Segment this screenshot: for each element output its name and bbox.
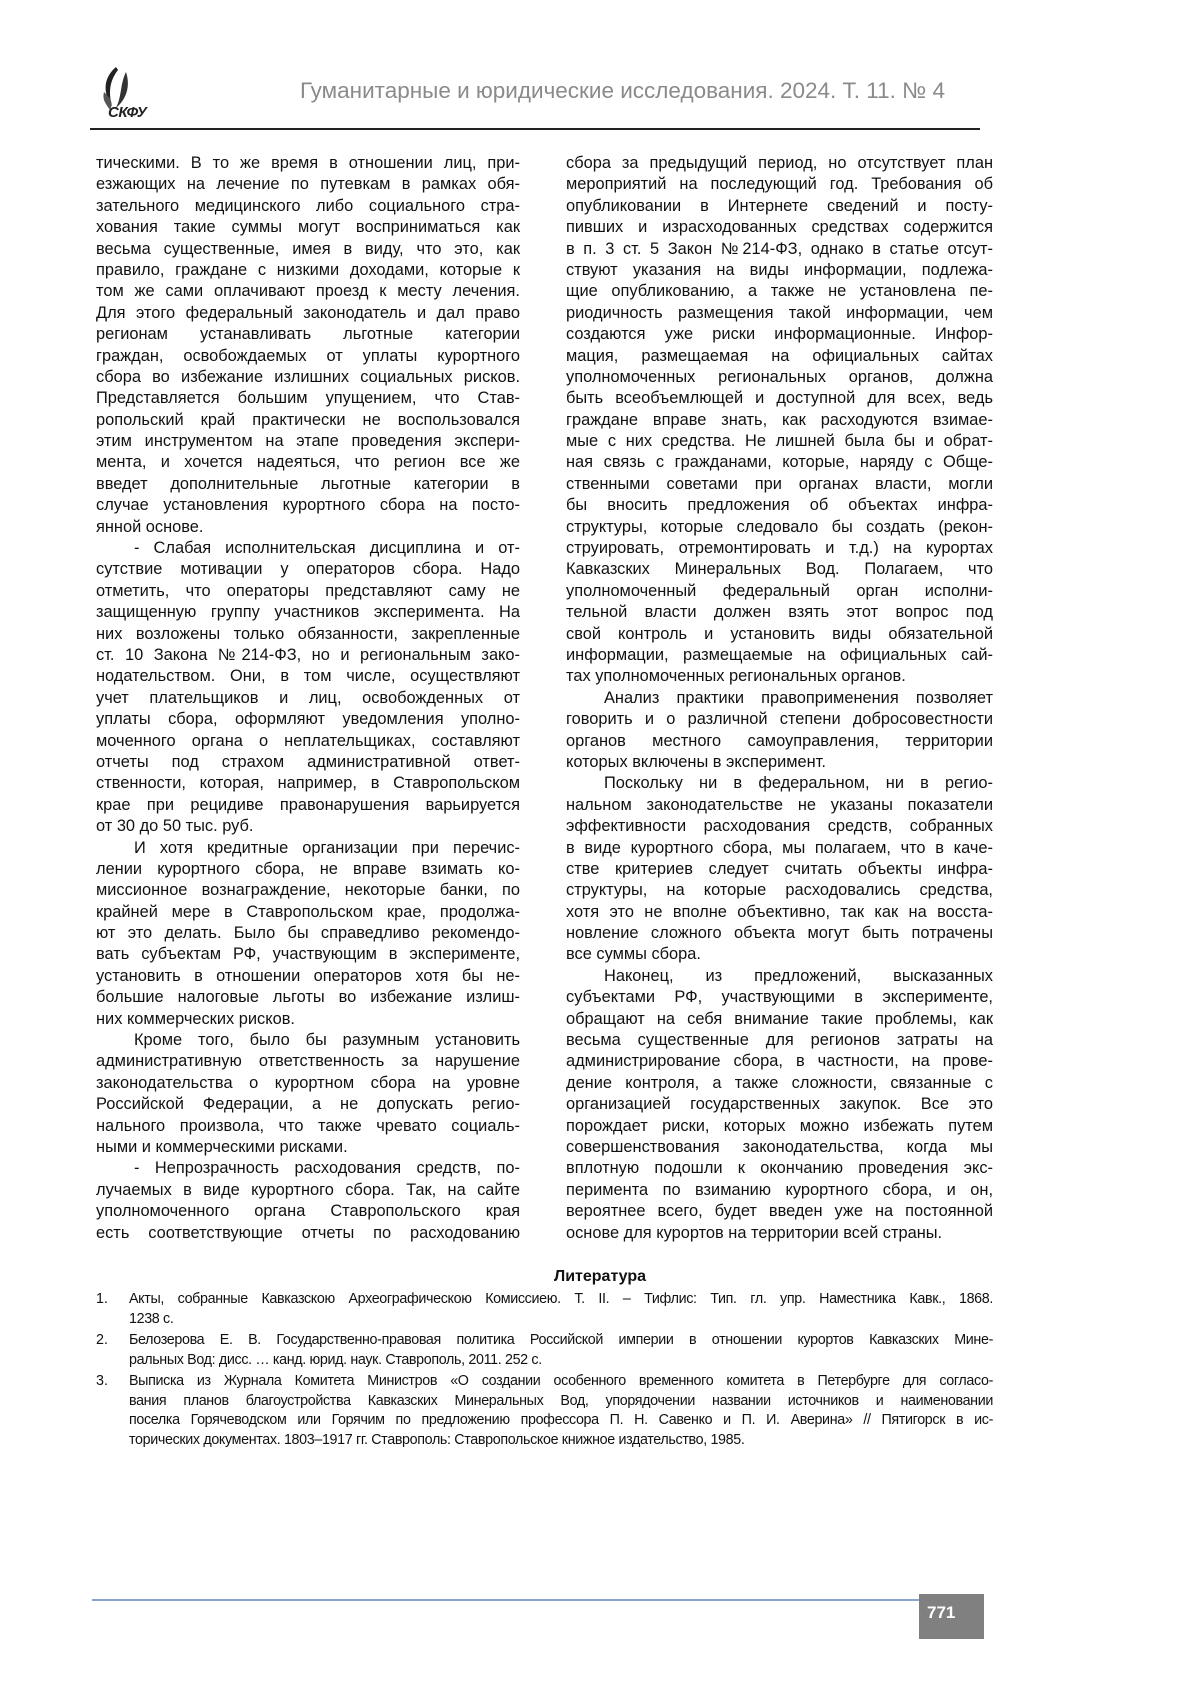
text-line: Кроме того, было бы разумным установить xyxy=(96,1030,520,1051)
text-line: тическими. В то же время в отношении лиц, при- xyxy=(96,153,520,174)
text-line: весьма существенные для регионов затраты на xyxy=(566,1030,993,1051)
text-line: мые с них средства. Не лишней была бы и обрат- xyxy=(566,431,993,452)
paragraph xyxy=(96,1030,520,1158)
reference-line: ральных Вод: дисс. … канд. юрид. наук. Ставрополь, 2011. 252 с. xyxy=(129,1351,993,1371)
text-line: говорить и о различной степени добросовестности xyxy=(566,709,993,730)
text-line: ственности, которая, например, в Ставропольском xyxy=(96,773,520,794)
text-line: дение контроля, а также сложности, связанные с xyxy=(566,1073,993,1094)
text-line: опубликовании в Интернете сведений и посту- xyxy=(566,196,993,217)
text-line: административную ответственность за нарушение xyxy=(96,1051,520,1072)
text-line: Кавказских Минеральных Вод. Полагаем, что xyxy=(566,559,993,580)
text-line: ют это делать. Было бы справедливо рекомендо- xyxy=(96,923,520,944)
paragraph xyxy=(96,153,520,538)
text-line: уплаты сбора, оформляют уведомления уполно- xyxy=(96,709,520,730)
text-line: структуры, на которые расходовались средства, xyxy=(566,880,993,901)
text-line: порождает риски, которых можно избежать путем xyxy=(566,1116,993,1137)
text-line: создаются уже риски информационные. Инфор- xyxy=(566,324,993,345)
text-line: администрирование сбора, в частности, на прове- xyxy=(566,1051,993,1072)
text-line: свой контроль и установить виды обязательной xyxy=(566,624,993,645)
text-line: пивших и израсходованных средствах содержится xyxy=(566,217,993,238)
text-line: новление сложного объекта могут быть потрачены xyxy=(566,923,993,944)
reference-line: Акты, собранные Кавказскою Археографическою Комиссиею. Т. II. – Тифлис: Тип. гл. упр. Наместника Кавк., 1868. xyxy=(129,1290,993,1310)
text-line: хования такие суммы могут восприниматься как xyxy=(96,217,520,238)
paragraph xyxy=(96,538,520,837)
text-line: учет плательщиков и лиц, освобожденных от xyxy=(96,688,520,709)
text-line: лучаемых в виде курортного сбора. Так, на сайте xyxy=(96,1180,520,1201)
paragraph xyxy=(566,773,993,966)
text-line: регионам устанавливать льготные категории xyxy=(96,324,520,345)
text-line: эффективности расходования средств, собранных xyxy=(566,816,993,837)
text-line: информации, размещаемые на официальных сай- xyxy=(566,645,993,666)
text-line: уполномоченного органа Ставропольского края xyxy=(96,1201,520,1222)
reference-item xyxy=(96,1331,993,1370)
text-line: ствуют указания на виды информации, подлежа- xyxy=(566,260,993,281)
text-line: миссионное вознаграждение, некоторые банки, по xyxy=(96,880,520,901)
text-line: тах уполномоченных региональных органов. xyxy=(566,666,993,687)
text-line: которых включены в эксперимент. xyxy=(566,752,993,773)
paragraph xyxy=(566,966,993,1244)
text-line: - Слабая исполнительская дисциплина и от- xyxy=(96,538,520,559)
journal-title: Гуманитарные и юридические исследования. 2024. Т. 11. № 4 xyxy=(300,78,945,104)
text-line: этим инструментом на этапе проведения экспери- xyxy=(96,431,520,452)
text-line: большие налоговые льготы во избежание излиш- xyxy=(96,987,520,1008)
text-line: - Непрозрачность расходования средств, по- xyxy=(96,1158,520,1179)
reference-line: вания планов благоустройства Кавказских Минеральных Вод, упорядочении названии источников и наименовании xyxy=(129,1392,993,1412)
text-line: бы вносить предложения об объектах инфра- xyxy=(566,495,993,516)
text-line: от 30 до 50 тыс. руб. xyxy=(96,816,520,837)
text-line: лении курортного сбора, не вправе взимать ко- xyxy=(96,859,520,880)
text-line: Поскольку ни в федеральном, ни в регио- xyxy=(566,773,993,794)
paragraph xyxy=(96,1158,520,1244)
text-line: них возложены только обязанности, закрепленные xyxy=(96,624,520,645)
text-line: случае установления курортного сбора на посто- xyxy=(96,495,520,516)
text-line: зательного медицинского либо социального стра- xyxy=(96,196,520,217)
text-line: Наконец, из предложений, высказанных xyxy=(566,966,993,987)
text-line: сбора за предыдущий период, но отсутствует план xyxy=(566,153,993,174)
text-line: ст. 10 Закона №214-ФЗ, но и региональным зако- xyxy=(96,645,520,666)
text-line: крайней мере в Ставропольском крае, продолжа- xyxy=(96,902,520,923)
text-line: Анализ практики правоприменения позволяет xyxy=(566,688,993,709)
text-line: есть соответствующие отчеты по расходованию xyxy=(96,1223,520,1244)
text-line: хотя это не вполне объективно, так как на восста- xyxy=(566,902,993,923)
text-line: вать субъектам РФ, участвующим в эксперименте, xyxy=(96,944,520,965)
text-line: граждан, освобождаемых от уплаты курортного xyxy=(96,346,520,367)
text-line: том же сами оплачивают проезд к месту лечения. xyxy=(96,281,520,302)
text-line: струировать, отремонтировать и т.д.) на курортах xyxy=(566,538,993,559)
reference-item xyxy=(96,1290,993,1329)
reference-line: Белозерова Е. В. Государственно-правовая политика Российской империи в отношении курортов Кавказских Мине- xyxy=(129,1331,993,1351)
page-number: 771 xyxy=(927,1603,955,1623)
text-line: сбора во избежание излишних социальных рисков. xyxy=(96,367,520,388)
text-line: перимента по взиманию курортного сбора, и он, xyxy=(566,1180,993,1201)
text-line: правило, граждане с низкими доходами, которые к xyxy=(96,260,520,281)
text-line: обращают на себя внимание такие проблемы, как xyxy=(566,1009,993,1030)
text-line: Представляется большим упущением, что Став- xyxy=(96,388,520,409)
reference-number: 1. xyxy=(96,1290,108,1310)
text-line: законодательства о курортном сбора на уровне xyxy=(96,1073,520,1094)
text-line: тельной власти должен взять этот вопрос под xyxy=(566,602,993,623)
text-line: установить в отношении операторов хотя бы не- xyxy=(96,966,520,987)
text-line: все суммы сбора. xyxy=(566,944,993,965)
paragraph xyxy=(96,838,520,1031)
page-number-badge xyxy=(919,1594,984,1639)
text-line: введет дополнительные льготные категории в xyxy=(96,474,520,495)
text-column-left xyxy=(96,153,520,1244)
text-line: сутствие мотивации у операторов сбора. Надо xyxy=(96,559,520,580)
text-line: нодательством. Они, в том числе, осуществляют xyxy=(96,666,520,687)
reference-line: 1238 с. xyxy=(129,1310,993,1330)
reference-number: 2. xyxy=(96,1331,108,1351)
text-line: субъектами РФ, участвующими в эксперименте, xyxy=(566,987,993,1008)
text-line: уполномоченный федеральный орган исполни- xyxy=(566,581,993,602)
reference-number: 3. xyxy=(96,1372,108,1392)
text-line: риодичность размещения такой информации, чем xyxy=(566,303,993,324)
text-line: уполномоченных региональных органов, должна xyxy=(566,367,993,388)
text-line: в виде курортного сбора, мы полагаем, что в каче- xyxy=(566,838,993,859)
text-line: мация, размещаемая на официальных сайтах xyxy=(566,346,993,367)
text-line: основе для курортов на территории всей страны. xyxy=(566,1223,993,1244)
text-line: весьма существенные, имея в виду, что это, как xyxy=(96,239,520,260)
text-line: крае при рецидиве правонарушения варьируется xyxy=(96,795,520,816)
text-line: стве критериев следует считать объекты инфра- xyxy=(566,859,993,880)
text-line: щие опубликованию, а также не установлена пе- xyxy=(566,281,993,302)
reference-line: Выписка из Журнала Комитета Министров «О создании особенного временного комитета в Петербурге для согласо- xyxy=(129,1372,993,1392)
text-line: вероятнее всего, будет введен уже на постоянной xyxy=(566,1201,993,1222)
reference-line: торических документах. 1803–1917 гг. Ставрополь: Ставропольское книжное издательство, 1985. xyxy=(129,1431,993,1451)
paragraph xyxy=(566,153,993,688)
paragraph xyxy=(566,688,993,774)
text-line: вплотную подошли к окончанию проведения экс- xyxy=(566,1158,993,1179)
text-line: отметить, что операторы представляют саму не xyxy=(96,581,520,602)
text-column-right xyxy=(566,153,993,1244)
reference-line: поселка Горячеводском или Горячим по предложению профессора П. Н. Савенко и П. И. Аверина» // Пятигорск в ис- xyxy=(129,1411,993,1431)
text-line: организацией государственных закупок. Все это xyxy=(566,1094,993,1115)
text-line: структуры, которые следовало бы создать (рекон- xyxy=(566,517,993,538)
text-line: органов местного самоуправления, территории xyxy=(566,731,993,752)
header-divider xyxy=(90,128,980,130)
references-heading: Литература xyxy=(0,1268,1200,1286)
text-line: нальном законодательстве не указаны показатели xyxy=(566,795,993,816)
text-line: ропольский край практически не воспользовался xyxy=(96,410,520,431)
text-line: мента, и хочется надеяться, что регион все же xyxy=(96,452,520,473)
footer-divider xyxy=(92,1599,960,1601)
text-line: отчеты под страхом административной ответ- xyxy=(96,752,520,773)
text-line: быть всеобъемлющей и доступной для всех, ведь xyxy=(566,388,993,409)
text-line: ная связь с гражданами, которые, наряду с Обще- xyxy=(566,452,993,473)
reference-item xyxy=(96,1372,993,1450)
text-line: совершенствования законодательства, когда мы xyxy=(566,1137,993,1158)
text-line: Для этого федеральный законодатель и дал право xyxy=(96,303,520,324)
text-line: ственными советами при органах власти, могли xyxy=(566,474,993,495)
text-line: янной основе. xyxy=(96,517,520,538)
text-line: в п. 3 ст. 5 Закон №214-ФЗ, однако в статье отсут- xyxy=(566,239,993,260)
text-line: езжающих на лечение по путевкам в рамках обя- xyxy=(96,174,520,195)
text-line: И хотя кредитные организации при перечис- xyxy=(96,838,520,859)
text-line: моченного органа о неплательщиках, составляют xyxy=(96,731,520,752)
text-line: мероприятий на последующий год. Требования об xyxy=(566,174,993,195)
text-line: Российской Федерации, а не допускать регио- xyxy=(96,1094,520,1115)
text-line: ными и коммерческими рисками. xyxy=(96,1137,520,1158)
text-line: них коммерческих рисков. xyxy=(96,1009,520,1030)
logo-text: СКФУ xyxy=(108,104,146,121)
references-list xyxy=(96,1290,993,1452)
text-line: защищенную группу участников эксперимента. На xyxy=(96,602,520,623)
text-line: граждане вправе знать, как расходуются взимае- xyxy=(566,410,993,431)
text-line: нального произвола, что также чревато социаль- xyxy=(96,1116,520,1137)
